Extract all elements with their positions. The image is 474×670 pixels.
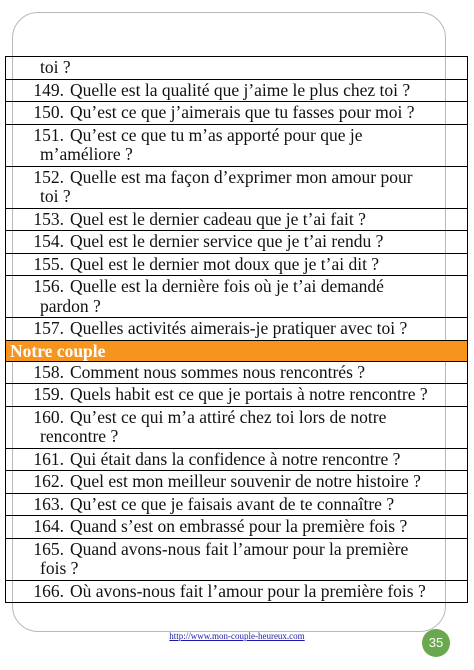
section-header: Notre couple [5, 341, 468, 362]
question-table [5, 56, 468, 603]
question-text-continued: pardon ? [40, 295, 101, 316]
question-number: 151. [33, 124, 64, 145]
question-text: Quelles activités aimerais-je pratiquer avec toi ? [70, 318, 408, 338]
question-text: Qu’est ce qui m’a attiré chez toi lors de notre [70, 406, 387, 427]
question-text: toi ? [40, 57, 71, 77]
question-number: 163. [33, 493, 64, 514]
question-number: 161. [33, 448, 64, 469]
question-text: Quel est le dernier service que je t’ai rendu ? [70, 231, 384, 251]
question-number: 155. [33, 253, 64, 274]
question-row [5, 449, 468, 472]
question-text: Quel est le dernier cadeau que je t’ai fait ? [70, 208, 366, 229]
question-text: Quand avons-nous fait l’amour pour la première [70, 538, 409, 559]
page-number-badge: 35 [422, 629, 450, 657]
question-number: 166. [33, 580, 64, 601]
question-number: 150. [33, 102, 64, 122]
question-row [5, 471, 468, 494]
question-text: Qu’est ce que j’aimerais que tu fasses pour moi ? [70, 102, 415, 122]
question-row [5, 125, 468, 167]
question-row [5, 209, 468, 232]
question-number: 164. [33, 516, 64, 536]
question-text: Quand s’est on embrassé pour la première fois ? [70, 516, 408, 536]
footer-website-link[interactable]: http://www.mon-couple-heureux.com [169, 631, 305, 641]
question-number: 158. [33, 361, 64, 382]
question-row [5, 539, 468, 581]
question-number: 160. [33, 406, 64, 427]
question-number: 154. [33, 231, 64, 251]
question-row [5, 318, 468, 341]
question-row [5, 254, 468, 277]
question-row [5, 362, 468, 385]
question-number: 162. [33, 471, 64, 491]
question-text: Quel est le dernier mot doux que je t’ai dit ? [70, 253, 380, 274]
question-text-continued: toi ? [40, 186, 71, 206]
question-text: Qui était dans la confidence à notre rencontre ? [70, 448, 401, 469]
question-text: Où avons-nous fait l’amour pour la première fois ? [70, 580, 426, 601]
question-number: 152. [33, 166, 64, 187]
question-text: Quelle est ma façon d’exprimer mon amour pour [70, 166, 413, 187]
question-number: 153. [33, 208, 64, 229]
question-row [5, 80, 468, 103]
question-continuation-row [5, 57, 468, 80]
question-text: Quelle est la dernière fois où je t’ai demandé [70, 276, 384, 296]
question-number: 149. [33, 79, 64, 100]
question-text-continued: m’améliore ? [40, 144, 133, 164]
question-text-continued: fois ? [40, 558, 79, 578]
question-text: Comment nous sommes nous rencontrés ? [70, 361, 366, 382]
question-number: 159. [33, 384, 64, 404]
question-row [5, 494, 468, 517]
question-row [5, 516, 468, 539]
question-row [5, 581, 468, 604]
question-number: 157. [33, 318, 64, 338]
question-row [5, 167, 468, 209]
question-row [5, 407, 468, 449]
question-text: Qu’est ce que tu m’as apporté pour que je [70, 124, 363, 145]
question-number: 156. [33, 276, 64, 296]
question-text: Qu’est ce que je faisais avant de te connaître ? [70, 493, 395, 514]
question-text-continued: rencontre ? [40, 426, 119, 446]
question-row [5, 231, 468, 254]
question-text: Quelle est la qualité que j’aime le plus chez toi ? [70, 79, 411, 100]
question-text: Quels habit est ce que je portais à notre rencontre ? [70, 384, 428, 404]
question-row [5, 384, 468, 407]
question-number: 165. [33, 538, 64, 559]
question-row [5, 276, 468, 318]
question-text: Quel est mon meilleur souvenir de notre histoire ? [70, 471, 421, 491]
question-row [5, 102, 468, 125]
